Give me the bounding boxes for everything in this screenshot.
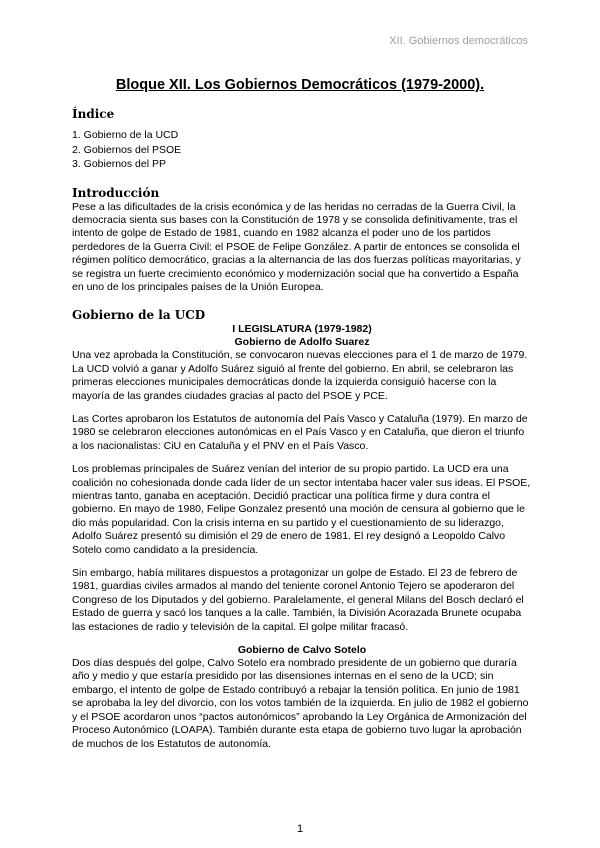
body-paragraph: Las Cortes aprobaron los Estatutos de autonomía del País Vasco y Cataluña (1979). En marzo de 1980 se celebraron elecciones autonómicas en el País Vasco y en Cataluña, que dieron el triunfo a los nacionalistas: CiU en Cataluña y el PNV en el País Vasco. xyxy=(72,412,528,452)
table-of-contents xyxy=(72,128,532,172)
legislatura-heading: I LEGISLATURA (1979-1982) xyxy=(232,323,372,336)
running-head: XII. Gobiernos democráticos xyxy=(389,35,528,47)
intro-paragraph: Pese a las dificultades de la crisis económica y de las heridas no cerradas de la Guerra Civil, la democracia sienta sus bases con la Constitución de 1978 y se consolida definitivamente, tras el intento de golpe de Estado de 1981, cuando en 1982 alcanza el poder uno de los partidos perdedores de la Guerra Civil: el PSOE de Felipe González. A partir de entonces se consolida el régimen político democrático, gracias a la alternancia de las dos fuerzas políticas mayoritarias, y se registra un fuerte crecimiento económico y modernización social que ha convertido a España en uno de los principales países de la Unión Europea. xyxy=(72,200,521,293)
body-paragraph: Dos días después del golpe, Calvo Sotelo era nombrado presidente de un gobierno que duraría año y medio y que estaría presidido por las disensiones internas en el seno de la UCD; sin embargo, el intento de golpe de Estado contribuyó a rebajar la tensión política. En junio de 1981 se aprobaba la ley del divorcio, con los votos también de la izquierda. En julio de 1982 el gobierno y el PSOE acordaron unos “pactos autonómicos” aprobando la Ley Orgánica de Armonización del Proceso Autonómico (LOAPA). También durante esta etapa de gobierno tuvo lugar la aprobación de muchos de los Estatutos de autonomía. xyxy=(72,657,529,750)
ucd-heading: Gobierno de la UCD xyxy=(72,308,206,323)
document-body xyxy=(72,106,532,751)
intro-heading: Introducción xyxy=(72,185,160,200)
body-paragraph: Una vez aprobada la Constitución, se convocaron nuevas elecciones para el 1 de marzo de 1979. La UCD volvió a ganar y Adolfo Suárez siguió al frente del gobierno. En abril, se celebraron las primeras elecciones municipales democráticas donde la izquierda consiguió hacerse con la mayoría de las grandes ciudades gracias al pacto del PSOE y PCE. xyxy=(72,349,528,402)
calvo-sotelo-heading: Gobierno de Calvo Sotelo xyxy=(237,644,367,657)
body-paragraph: Los problemas principales de Suárez venían del interior de su propio partido. La UCD era una coalición no cohesionada donde cada líder de un sector intentaba hacer valer sus ideas. El PSOE, mientras tanto, ganaba en aceptación. Decidió practicar una política firme y dura contra el gobierno. En mayo de 1980, Felipe Gonzalez presentó una moción de censura al gobierno que le dio más popularidad. Con la crisis interna en su partido y el cuestionamiento de su liderazgo, Adolfo Suárez presentó su dimisión el 29 de enero de 1981. El rey designó a Leopoldo Calvo Sotelo como candidato a la presidencia. xyxy=(72,463,531,556)
suarez-heading: Gobierno de Adolfo Suarez xyxy=(234,336,370,349)
body-paragraph: Sin embargo, había militares dispuestos a protagonizar un golpe de Estado. El 23 de febrero de 1981, guardias civiles armados al mando del teniente coronel Antonio Tejero se apoderaron del Congreso de los Diputados y del gobierno. Paralelamente, el general Milans del Bosch declaró el Estado de guerra y sacó los tanques a la calle. También, la División Acorazada Brunete ocupaba las estaciones de radio y televisión de la capital. El golpe militar fracasó. xyxy=(72,567,524,633)
toc-item: 1. Gobierno de la UCD xyxy=(72,129,179,141)
toc-item: 3. Gobiernos del PP xyxy=(72,158,166,170)
index-heading: Índice xyxy=(72,107,115,121)
page-number: 1 xyxy=(296,823,304,835)
document-title: Bloque XII. Los Gobiernos Democráticos (1979-2000). xyxy=(115,77,485,93)
toc-item: 2. Gobiernos del PSOE xyxy=(72,143,182,156)
